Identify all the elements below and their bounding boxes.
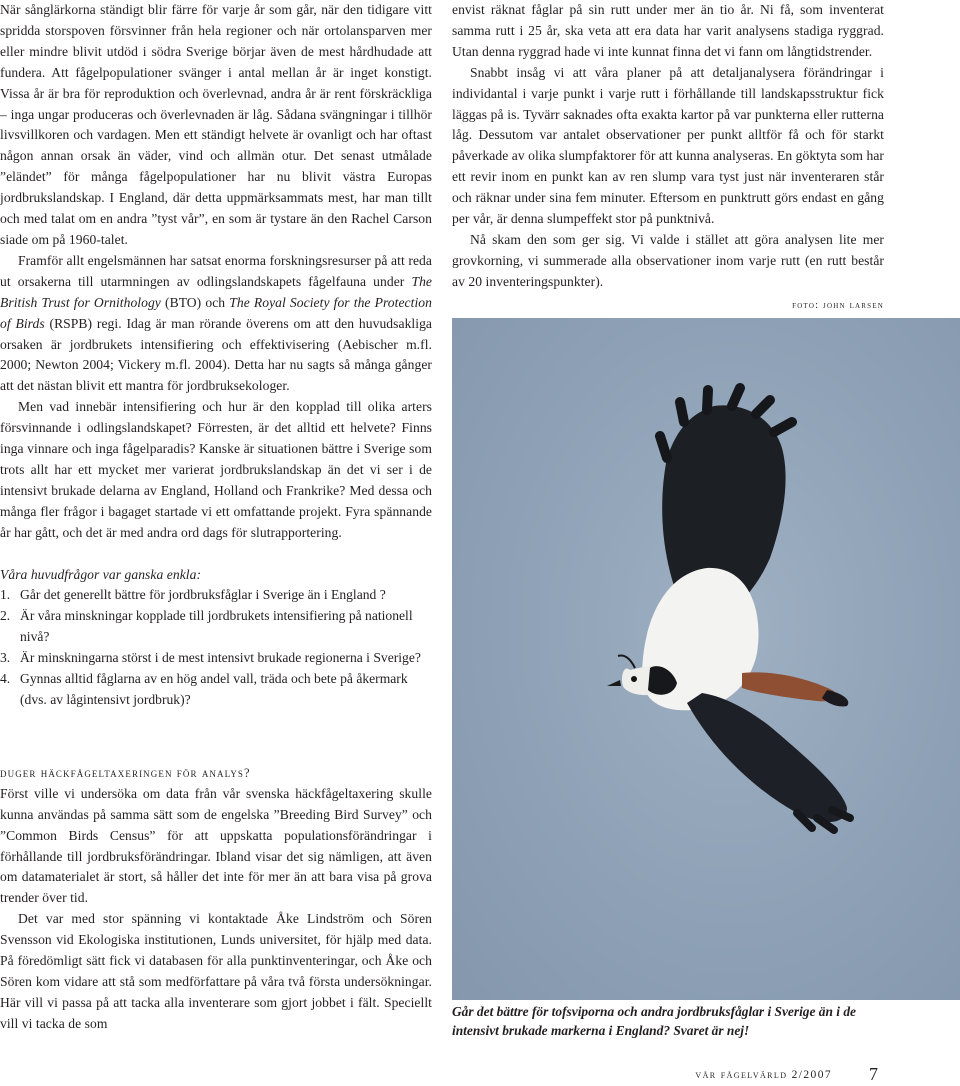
body-paragraph: Snabbt insåg vi att våra planer på att detaljanalysera förändringar i individantal i varje punkt i varje rutt i förhållande till landskapsstruktur fick läggas på is. Tyvärr saknades ofta exakta kartor på var punkterna eller rutterna låg. Dessutom var antalet observationer per punkt alltför få och för starkt påverkade av olika slumpfaktorer för att kunna analyseras. En göktyta som har ett revir inom en punkt kan av ren slump vara tyst just när inventeraren står och räknar under sina fem minuter. Eftersom en punktrutt görs endast en gång per vår, är denna slumpeffekt stor på punktnivå.: [452, 64, 884, 227]
list-text: Gynnas alltid fåglarna av en hög andel vall, träda och bete på åkermark (dvs. av lågintensivt jordbruk)?: [20, 671, 408, 707]
lower-wing: [687, 693, 847, 822]
list-text: Går det generellt bättre för jordbruksfåglar i Sverige än i England ?: [20, 587, 386, 603]
organisation-name-rspb: The Royal Society for the Protection of Birds: [0, 294, 432, 331]
list-item: [0, 669, 432, 711]
tail-tip: [822, 690, 848, 706]
left-column: [0, 0, 432, 1035]
organisation-name-bto: The British Trust for Ornithology: [0, 273, 432, 310]
undertail-coverts: [742, 672, 836, 701]
text-run: (RSPB) regi. Idag är man rörande överens om att den huvudsakliga orsaken är jordbrukets intensifiering och effektivisering (Aebischer m.fl. 2000; Newton 2004; Vickery m.fl. 2004). Detta har nu sagts så många gånger att det nästan blivit ett mantra för jordbruksekologer.: [0, 315, 433, 394]
right-column: [452, 0, 960, 1084]
body-paragraph: När sånglärkorna ständigt blir färre för varje år som går, när den tidigare vitt spridda storspoven försvinner från hela regioner och när ortolansparven mer eller mindre blivit utdöd i södra Sverige börjar även de mest hårdhudade att fundera. Att fågelpopulationer svänger i antal mellan år är inget konstigt. Vissa år är bra för reproduktion och överlevnad, andra år är rent förskräckliga – inga ungar produceras och överlevnaden är låg. Sådana svängningar i tillhör livsvillkoren och vardagen. Men ett ständigt helvete är ovanligt och har oftast någon annan orsak än väder, vind och allmän otur. Det senast utmålade ”eländet” för många fågelpopulationer har nu blivit västra Europas jordbrukslandskap. I England, där detta uppmärksammats mest, har man tillt och med talat om en andra ”tyst vår”, en som är tystare än den Rachel Carson siade om på 1960-talet.: [0, 2, 432, 247]
page-number: 7: [869, 1064, 878, 1084]
bird-eye: [631, 676, 637, 682]
list-number: 3.: [0, 650, 11, 666]
lapwing-photo: [452, 318, 960, 1000]
photo-credit: foto: john larsen: [792, 299, 884, 311]
body-paragraph: Först ville vi undersöka om data från vår svenska häckfågeltaxering skulle kunna användas på samma sätt som de engelska ”Breeding Bird Survey” och ”Common Birds Census” för att uppskatta populationsförändringar i förhållande till jordbruksförändringar. Ibland visar det sig nämligen, att även om datamaterialet är stort, så håller det inte för mer än att bara visa på grova trender över tid.: [0, 785, 432, 906]
list-item: [0, 648, 432, 669]
bird-bill: [607, 680, 621, 686]
body-paragraph: Det var med stor spänning vi kontaktade Åke Lindström och Sören Svensson vid Ekologiska institutionen, Lunds universitet, för hjälp med data. På föredömligt sätt fick vi databasen för alla punktinventeringar, och Åke och Sören kom vidare att stå som medförfattare på våra två första undersökningar. Här vill vi passa på att tacka alla inventerare som gjort jobbet i fält. Speciellt vill vi tacka de som: [0, 911, 432, 1031]
bird-crest: [618, 656, 635, 669]
section-heading: duger häckfågeltaxeringen för analys?: [0, 765, 251, 780]
text-run: (BTO) och: [160, 294, 230, 310]
body-paragraph: envist räknat fåglar på sin rutt under mer än tio år. Ni få, som inventerat samma rutt i 25 år, ska veta att era data har varit analysens stadiga ryggrad. Utan denna ryggrad hade vi inte kunnat finna det vi fann om långtidstrender.: [452, 2, 884, 59]
text-run: Framför allt engelsmännen har satsat enorma forskningsresurser på att reda ut orsakerna till utarmningen av odlingslandskapets fågelfauna under: [0, 252, 432, 289]
magazine-name: vår fågelvärld 2/2007: [695, 1069, 832, 1081]
list-number: 2.: [0, 608, 11, 624]
photo-caption: Går det bättre för tofsviporna och andra jordbruksfåglar i Sverige än i de intensivt brukade markerna i England? Svaret är nej!: [452, 1004, 856, 1038]
body-paragraph: Nå skam den som ger sig. Vi valde i stället att göra analysen lite mer grovkorning, vi summerade alla observationer inom varje rutt (en rutt består av 20 inventeringspunkter).: [452, 231, 884, 289]
questions-intro: Våra huvudfrågor var ganska enkla:: [0, 566, 202, 582]
list-item: [0, 606, 432, 648]
list-number: 4.: [0, 671, 11, 687]
body-paragraph: Men vad innebär intensifiering och hur är den kopplad till olika arters försvinnande i odlingslandskapet? Förresten, är det alltid ett helvete? Finns inga vinnare och inga fågelparadis? Kanske är situationen bättre i Sverige som trots allt har ett mycket mer varierat jordbrukslandskap än det vi ser i de intensivt brukade delarna av England, Holland och Frankrike? Med dessa och många fler frågor i bagaget startade vi ett omfattande projekt. Fyra spännande år har gått, och det är med andra ord dags för slutrapportering.: [0, 399, 432, 540]
list-number: 1.: [0, 587, 11, 603]
questions-list: [0, 585, 432, 710]
right-text-block: [452, 0, 884, 314]
lapwing-bird-illustration: [452, 318, 960, 1000]
list-text: Är våra minskningar kopplade till jordbrukets intensifiering på nationell nivå?: [20, 608, 413, 645]
list-item: [0, 585, 432, 606]
page-footer: [452, 1066, 960, 1086]
list-text: Är minskningarna störst i de mest intensivt brukade regionerna i Sverige?: [20, 650, 421, 666]
body-paragraph: [0, 251, 432, 397]
